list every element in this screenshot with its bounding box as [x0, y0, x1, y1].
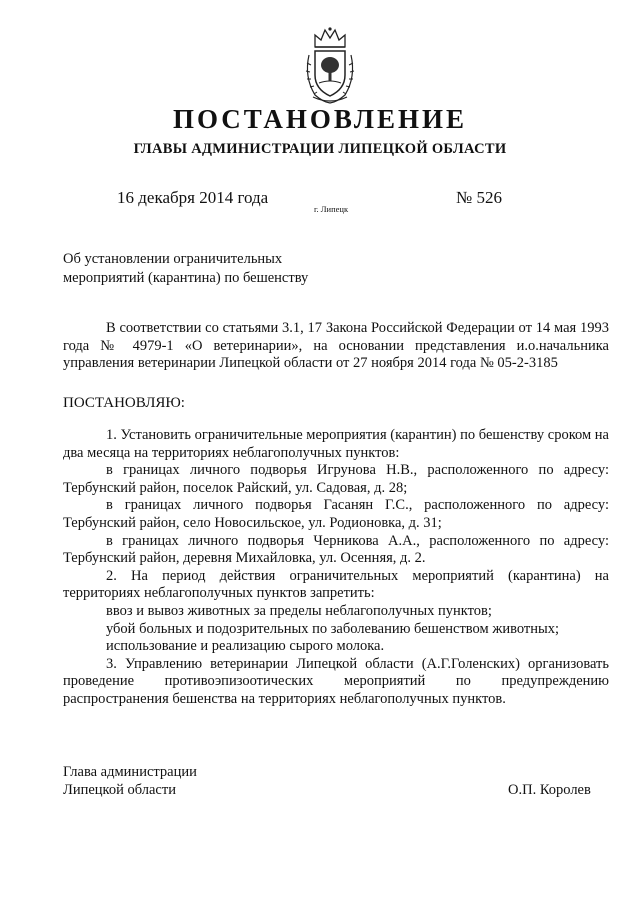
- paragraph: использование и реализацию сырого молока.: [106, 638, 385, 655]
- document-subtitle: ГЛАВЫ АДМИНИСТРАЦИИ ЛИПЕЦКОЙ ОБЛАСТИ: [133, 141, 507, 157]
- preamble-paragraph: В соответствии со статьями 3.1, 17 Закона Российской Федерации от 14 мая 1993 года № 4979-1 «О ветеринарии», на основании представления и.о.начальника управления ветеринарии Липецкой области от 27 ноября 2014 года № 05-2-3185: [63, 320, 609, 372]
- document-title: ПОСТАНОВЛЕНИЕ: [172, 104, 468, 134]
- subject-line: мероприятий (карантина) по бешенству: [63, 270, 309, 286]
- signature-position-line: Глава администрации: [63, 764, 197, 780]
- document-subject: [63, 250, 308, 288]
- paragraph: в границах личного подворья Гасанян Г.С., расположенного по адресу: Тербунский район, село Новосильское, ул. Родионовка, д. 31;: [63, 497, 609, 531]
- document-city: г. Липецк: [314, 204, 349, 214]
- decree-body: [63, 427, 609, 709]
- paragraph: 3. Управлению ветеринарии Липецкой области (А.Г.Голенских) организовать проведение противоэпизоотических мероприятий по предупреждению распространения бешенства на территориях неблагополучных пунктов.: [63, 655, 609, 707]
- paragraph: 1. Установить ограничительные мероприятия (карантин) по бешенству сроком на два месяца на территориях неблагополучных пунктов:: [63, 427, 609, 461]
- paragraph: 2. На период действия ограничительных мероприятий (карантина) на территориях неблагополучных пунктов запретить:: [63, 567, 609, 602]
- paragraph: убой больных и подозрительных по заболеванию бешенством животных;: [106, 620, 560, 637]
- decree-word: ПОСТАНОВЛЯЮ:: [63, 395, 185, 411]
- coat-of-arms-emblem: [301, 25, 359, 105]
- document-date: 16 декабря 2014 года: [117, 188, 269, 207]
- signature-position: [63, 764, 197, 799]
- signature-name: О.П. Королев: [508, 782, 591, 798]
- preamble-block: [63, 320, 609, 373]
- paragraph: в границах личного подворья Черникова А.А., расположенного по адресу: Тербунский район, деревня Михайловка, ул. Осенняя, д. 2.: [63, 532, 609, 567]
- document-number: № 526: [456, 188, 502, 207]
- subject-line: Об установлении ограничительных: [63, 251, 283, 267]
- signature-position-line: Липецкой области: [63, 781, 176, 798]
- paragraph: ввоз и вывоз животных за пределы неблагополучных пунктов;: [106, 602, 492, 619]
- paragraph: в границах личного подворья Игрунова Н.В., расположенного по адресу: Тербунский район, поселок Райский, ул. Садовая, д. 28;: [63, 462, 609, 496]
